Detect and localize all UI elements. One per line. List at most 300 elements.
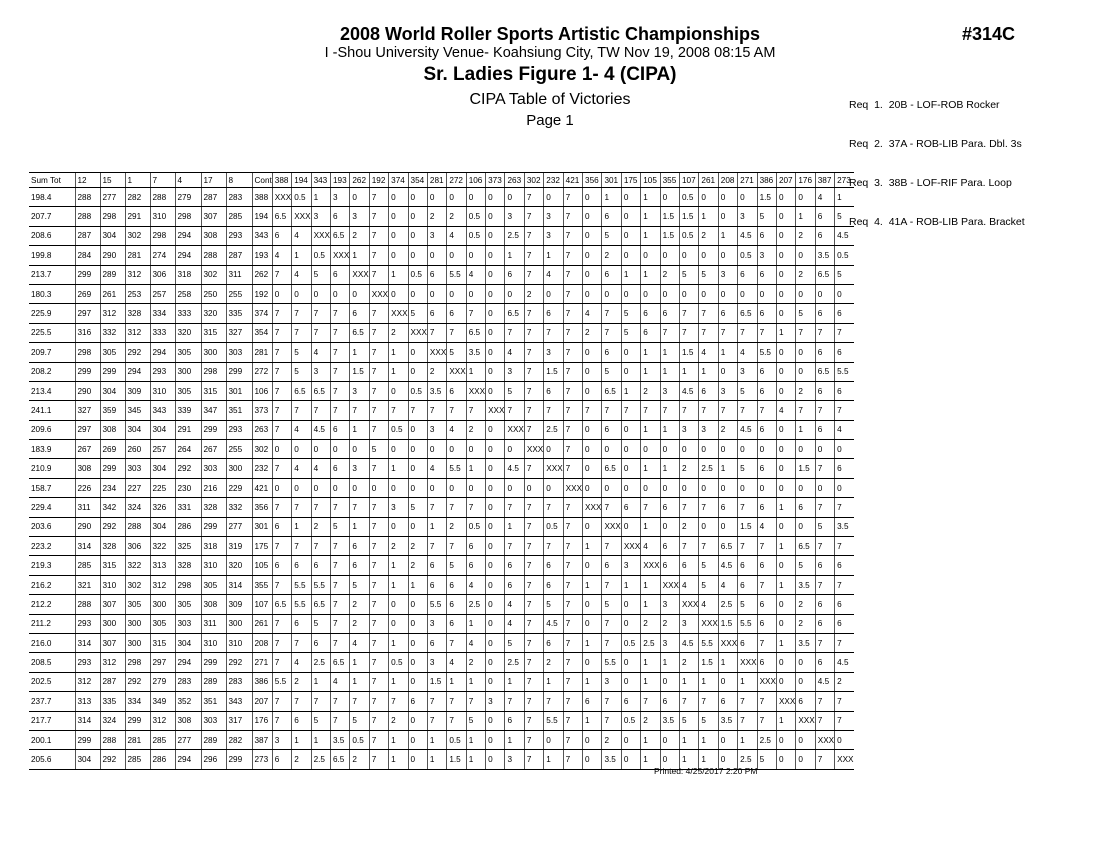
table-cell: 0 <box>408 188 427 207</box>
table-cell: 7 <box>272 381 291 400</box>
table-cell: 7 <box>544 692 563 711</box>
table-cell: 4 <box>718 575 737 594</box>
table-cell: 298 <box>150 226 175 245</box>
table-cell: 4 <box>466 633 485 652</box>
table-cell: 1 <box>835 188 854 207</box>
table-cell: 0 <box>583 730 602 749</box>
table-cell: 6 <box>621 692 640 711</box>
table-cell: 1 <box>505 672 524 691</box>
table-cell: 313 <box>150 556 175 575</box>
table-cell: 324 <box>125 498 150 517</box>
table-cell: 302 <box>125 575 150 594</box>
table-cell: 0 <box>486 459 505 478</box>
table-cell: 0 <box>776 188 795 207</box>
table-cell: 1 <box>660 343 679 362</box>
table-cell: 0 <box>796 750 815 769</box>
table-cell: 6 <box>350 304 369 323</box>
table-row <box>29 401 854 420</box>
table-cell: 3.5 <box>835 517 854 536</box>
table-cell: 1 <box>641 226 660 245</box>
table-cell: 7 <box>369 692 388 711</box>
table-cell: 1 <box>583 633 602 652</box>
table-cell: 1 <box>621 265 640 284</box>
table-cell: 6 <box>815 420 834 439</box>
table-cell: 6 <box>272 556 291 575</box>
table-cell: 352 <box>175 692 201 711</box>
table-cell: 3.5 <box>427 381 446 400</box>
table-cell: 7 <box>563 750 582 769</box>
table-cell: 7 <box>718 401 737 420</box>
table-cell: 2 <box>796 381 815 400</box>
table-cell: 0 <box>796 672 815 691</box>
table-cell: 269 <box>75 284 100 303</box>
table-cell: 4 <box>292 265 311 284</box>
table-cell: 311 <box>201 614 226 633</box>
table-cell: 7 <box>447 498 466 517</box>
table-cell: 216 <box>201 478 226 497</box>
table-cell: 7 <box>524 381 543 400</box>
table-cell: 7 <box>505 323 524 342</box>
table-cell: 0 <box>408 459 427 478</box>
table-cell: 0 <box>486 498 505 517</box>
table-cell: 298 <box>100 207 125 226</box>
table-cell: 1.5 <box>680 207 699 226</box>
table-cell: 2 <box>389 323 408 342</box>
table-cell: 6 <box>660 304 679 323</box>
table-cell: 7 <box>330 498 349 517</box>
table-cell: 5 <box>602 226 621 245</box>
table-cell: 7 <box>563 633 582 652</box>
table-cell: 318 <box>175 265 201 284</box>
table-cell: 1 <box>311 672 330 691</box>
table-cell: 257 <box>150 284 175 303</box>
table-cell: 5 <box>292 343 311 362</box>
table-cell: 3 <box>621 556 640 575</box>
table-cell: 7 <box>427 711 446 730</box>
table-cell: 7 <box>602 323 621 342</box>
table-cell: 1 <box>718 653 737 672</box>
table-cell: 7 <box>563 459 582 478</box>
table-cell: 1 <box>408 575 427 594</box>
table-cell: 7 <box>602 692 621 711</box>
table-cell: 6 <box>447 381 466 400</box>
table-cell: 4 <box>447 226 466 245</box>
table-cell: 307 <box>100 595 125 614</box>
table-cell: XXX <box>466 381 485 400</box>
table-cell: 7 <box>815 498 834 517</box>
table-cell: 207.7 <box>29 207 75 226</box>
table-cell: 237.7 <box>29 692 75 711</box>
table-cell: 0 <box>350 440 369 459</box>
table-row <box>29 517 854 536</box>
table-cell: 5.5 <box>699 633 718 652</box>
table-cell: 2.5 <box>311 750 330 769</box>
table-cell: 6 <box>505 265 524 284</box>
table-cell: 314 <box>75 711 100 730</box>
table-cell: 7 <box>602 614 621 633</box>
column-header: 387 <box>815 173 834 188</box>
table-cell: 7 <box>680 498 699 517</box>
column-header: 386 <box>757 173 776 188</box>
table-cell: 0 <box>486 517 505 536</box>
table-cell: 7 <box>524 420 543 439</box>
table-cell: 0 <box>486 265 505 284</box>
table-cell: 7 <box>524 304 543 323</box>
table-cell: 7 <box>680 323 699 342</box>
table-cell: 7 <box>815 537 834 556</box>
table-cell: XXX <box>602 517 621 536</box>
table-cell: 0 <box>583 284 602 303</box>
table-cell: 5 <box>311 614 330 633</box>
column-header: 176 <box>796 173 815 188</box>
table-cell: 3 <box>272 730 291 749</box>
table-cell: 4 <box>447 653 466 672</box>
table-cell: 241.1 <box>29 401 75 420</box>
table-cell: 0 <box>602 440 621 459</box>
table-cell: 7 <box>563 692 582 711</box>
table-cell: 1 <box>389 362 408 381</box>
table-cell: 5 <box>835 265 854 284</box>
table-cell: 335 <box>226 304 252 323</box>
table-subtitle: CIPA Table of Victories <box>469 91 631 108</box>
table-cell: 315 <box>201 323 226 342</box>
table-cell: 6.5 <box>272 207 291 226</box>
table-cell: 7 <box>544 498 563 517</box>
table-cell: 0 <box>583 478 602 497</box>
table-cell: 0 <box>583 653 602 672</box>
table-cell: 2 <box>447 517 466 536</box>
table-cell: 0 <box>621 672 640 691</box>
table-cell: 6 <box>505 575 524 594</box>
table-cell: 0 <box>466 188 485 207</box>
table-cell: 225.5 <box>29 323 75 342</box>
table-cell: 7 <box>272 265 291 284</box>
table-cell: 3 <box>718 381 737 400</box>
table-cell: 7 <box>311 498 330 517</box>
table-cell: 274 <box>150 246 175 265</box>
table-cell: 0 <box>699 440 718 459</box>
table-cell: 7 <box>505 537 524 556</box>
table-cell: 6 <box>544 556 563 575</box>
table-cell: 290 <box>75 517 100 536</box>
table-cell: 339 <box>175 401 201 420</box>
table-cell: 0 <box>641 246 660 265</box>
table-cell: XXX <box>699 614 718 633</box>
table-cell: 0 <box>447 246 466 265</box>
table-cell: 0 <box>776 381 795 400</box>
table-cell: 0 <box>583 188 602 207</box>
table-cell: 1 <box>641 730 660 749</box>
table-cell: 6 <box>427 575 446 594</box>
table-cell: 2 <box>447 207 466 226</box>
table-cell: 0 <box>505 284 524 303</box>
table-cell: 0.5 <box>621 711 640 730</box>
table-cell: 261 <box>252 614 272 633</box>
table-cell: 7 <box>369 750 388 769</box>
column-header: 17 <box>201 173 226 188</box>
table-cell: 0 <box>835 284 854 303</box>
table-cell: 1 <box>466 750 485 769</box>
column-header: 354 <box>408 173 427 188</box>
table-cell: 7 <box>524 575 543 594</box>
table-cell: 1.5 <box>757 188 776 207</box>
table-cell: 1 <box>641 750 660 769</box>
column-header: 261 <box>699 173 718 188</box>
table-cell: 7 <box>524 401 543 420</box>
table-cell: 7 <box>524 226 543 245</box>
column-header: 193 <box>330 173 349 188</box>
table-cell: 7 <box>757 575 776 594</box>
table-cell: 0 <box>330 478 349 497</box>
table-cell: 7 <box>563 362 582 381</box>
table-cell: 7 <box>447 692 466 711</box>
table-cell: 229 <box>226 478 252 497</box>
table-cell: 1 <box>699 750 718 769</box>
table-cell: 6 <box>602 207 621 226</box>
table-cell: 7 <box>330 537 349 556</box>
table-cell: 6 <box>835 381 854 400</box>
table-cell: 2 <box>466 653 485 672</box>
column-header: 271 <box>738 173 757 188</box>
table-cell: 1.5 <box>718 614 737 633</box>
table-cell: 0 <box>583 246 602 265</box>
table-cell: 7 <box>427 498 446 517</box>
table-cell: 0 <box>447 478 466 497</box>
column-header: 356 <box>583 173 602 188</box>
table-cell: 279 <box>150 672 175 691</box>
table-cell: 7 <box>330 575 349 594</box>
table-cell: 1 <box>544 672 563 691</box>
table-cell: 7 <box>330 633 349 652</box>
table-cell: 6 <box>641 304 660 323</box>
table-cell: 1 <box>718 226 737 245</box>
table-cell: XXX <box>835 750 854 769</box>
table-cell: 0 <box>486 362 505 381</box>
table-cell: 3.5 <box>660 711 679 730</box>
table-cell: 7 <box>466 692 485 711</box>
table-cell: 7 <box>330 401 349 420</box>
table-cell: 0 <box>660 730 679 749</box>
table-cell: 0 <box>718 207 737 226</box>
table-cell: 0 <box>699 188 718 207</box>
table-cell: 183.9 <box>29 440 75 459</box>
table-cell: 7 <box>524 207 543 226</box>
table-cell: 0 <box>486 420 505 439</box>
table-cell: 1 <box>776 498 795 517</box>
table-cell: 6 <box>544 575 563 594</box>
table-cell: 6 <box>757 498 776 517</box>
table-cell: 0 <box>389 440 408 459</box>
table-cell: 0 <box>699 517 718 536</box>
printed-timestamp: Printed: 4/25/2017 2:20 PM <box>654 766 758 776</box>
table-cell: 1 <box>427 517 446 536</box>
table-cell: 1 <box>350 653 369 672</box>
table-cell: 272 <box>252 362 272 381</box>
table-cell: 7 <box>524 537 543 556</box>
table-cell: 4 <box>680 575 699 594</box>
table-cell: 355 <box>252 575 272 594</box>
table-cell: XXX <box>330 246 349 265</box>
table-cell: 310 <box>100 575 125 594</box>
table-cell: 2.5 <box>757 730 776 749</box>
table-cell: 260 <box>125 440 150 459</box>
table-cell: 1.5 <box>544 362 563 381</box>
column-header: 105 <box>641 173 660 188</box>
table-cell: 7 <box>272 401 291 420</box>
table-row <box>29 595 854 614</box>
table-cell: 5 <box>602 595 621 614</box>
table-cell: 0.5 <box>389 420 408 439</box>
table-cell: 4.5 <box>680 633 699 652</box>
table-cell: 2 <box>408 556 427 575</box>
table-cell: 0 <box>621 362 640 381</box>
table-cell: 7 <box>544 401 563 420</box>
table-cell: 0 <box>389 614 408 633</box>
table-cell: 6 <box>757 614 776 633</box>
table-cell: 292 <box>175 459 201 478</box>
table-cell: 0 <box>292 478 311 497</box>
table-cell: 6.5 <box>272 595 291 614</box>
table-cell: 7 <box>563 381 582 400</box>
table-cell: 7 <box>524 711 543 730</box>
table-cell: 7 <box>563 556 582 575</box>
table-cell: 0 <box>447 188 466 207</box>
table-cell: 7 <box>272 459 291 478</box>
table-cell: 305 <box>150 614 175 633</box>
table-cell: 210.9 <box>29 459 75 478</box>
table-cell: 209.6 <box>29 420 75 439</box>
table-cell: 4 <box>292 653 311 672</box>
table-cell: 7 <box>272 633 291 652</box>
table-cell: 0 <box>621 730 640 749</box>
table-cell: 0 <box>680 478 699 497</box>
table-cell: 4.5 <box>815 672 834 691</box>
table-cell: 0 <box>815 284 834 303</box>
table-cell: 5 <box>757 207 776 226</box>
table-cell: 6 <box>427 265 446 284</box>
table-cell: 0 <box>330 440 349 459</box>
table-cell: 292 <box>125 672 150 691</box>
table-cell: 3 <box>427 653 446 672</box>
table-cell: 7 <box>757 633 776 652</box>
table-cell: 7 <box>505 401 524 420</box>
table-cell: 7 <box>563 188 582 207</box>
table-cell: 0 <box>466 284 485 303</box>
table-cell: 7 <box>369 304 388 323</box>
table-cell: 1 <box>602 188 621 207</box>
table-cell: 0 <box>621 517 640 536</box>
table-cell: 298 <box>175 207 201 226</box>
table-cell: 2.5 <box>311 653 330 672</box>
table-cell: XXX <box>718 633 737 652</box>
table-cell: 0 <box>583 420 602 439</box>
table-cell: 6 <box>680 556 699 575</box>
table-cell: 7 <box>699 692 718 711</box>
table-cell: 7 <box>835 401 854 420</box>
table-cell: 1 <box>641 575 660 594</box>
table-cell: 7 <box>524 265 543 284</box>
table-cell: 3 <box>389 498 408 517</box>
table-cell: 0 <box>524 478 543 497</box>
table-cell: 0 <box>776 653 795 672</box>
table-cell: 0 <box>660 517 679 536</box>
table-cell: 359 <box>100 401 125 420</box>
table-cell: 332 <box>226 498 252 517</box>
table-cell: 0 <box>544 188 563 207</box>
table-cell: 1 <box>796 207 815 226</box>
table-cell: 1 <box>505 246 524 265</box>
table-cell: 0 <box>776 420 795 439</box>
table-cell: 4 <box>272 246 291 265</box>
table-cell: 310 <box>150 207 175 226</box>
table-cell: 0.5 <box>466 207 485 226</box>
table-cell: 3.5 <box>796 633 815 652</box>
table-cell: 5 <box>680 265 699 284</box>
table-cell: XXX <box>369 284 388 303</box>
table-cell: 0 <box>583 343 602 362</box>
table-cell: 304 <box>125 420 150 439</box>
table-cell: 301 <box>226 381 252 400</box>
table-cell: 0 <box>718 246 737 265</box>
table-cell: 7 <box>292 498 311 517</box>
table-cell: 6 <box>738 575 757 594</box>
table-cell: 208.5 <box>29 653 75 672</box>
table-cell: 267 <box>75 440 100 459</box>
table-cell: 6 <box>350 556 369 575</box>
column-header: 106 <box>466 173 485 188</box>
table-cell: 4 <box>292 420 311 439</box>
table-cell: 291 <box>125 207 150 226</box>
table-cell: 6 <box>544 381 563 400</box>
table-cell: 0 <box>486 633 505 652</box>
table-cell: 6.5 <box>311 381 330 400</box>
table-cell: 6 <box>427 304 446 323</box>
table-cell: 285 <box>226 207 252 226</box>
table-cell: 303 <box>201 711 226 730</box>
table-cell: 286 <box>175 517 201 536</box>
table-cell: 0 <box>815 440 834 459</box>
table-cell: 6 <box>292 711 311 730</box>
table-cell: 6 <box>757 556 776 575</box>
table-cell: 6 <box>427 633 446 652</box>
requirement-2: Req 2. 37A - ROB-LIB Para. Dbl. 3s <box>849 138 1022 150</box>
table-cell: 3 <box>544 207 563 226</box>
table-cell: 208.2 <box>29 362 75 381</box>
table-cell: 255 <box>226 284 252 303</box>
table-cell: 0 <box>486 440 505 459</box>
table-cell: 0 <box>408 207 427 226</box>
table-cell: XXX <box>563 478 582 497</box>
table-cell: 158.7 <box>29 478 75 497</box>
table-cell: 7 <box>563 711 582 730</box>
column-header: 4 <box>175 173 201 188</box>
table-cell: 0 <box>389 478 408 497</box>
table-row <box>29 633 854 652</box>
table-cell: 1 <box>311 188 330 207</box>
table-cell: 0 <box>272 478 291 497</box>
table-cell: 0 <box>544 478 563 497</box>
table-cell: 304 <box>175 633 201 652</box>
table-cell: 302 <box>252 440 272 459</box>
table-cell: 294 <box>150 343 175 362</box>
table-cell: 1.5 <box>738 517 757 536</box>
table-cell: 7 <box>369 323 388 342</box>
table-cell: 2 <box>389 711 408 730</box>
table-cell: 6 <box>757 362 776 381</box>
table-cell: 0 <box>718 750 737 769</box>
table-cell: 0 <box>718 188 737 207</box>
table-cell: 7 <box>641 401 660 420</box>
